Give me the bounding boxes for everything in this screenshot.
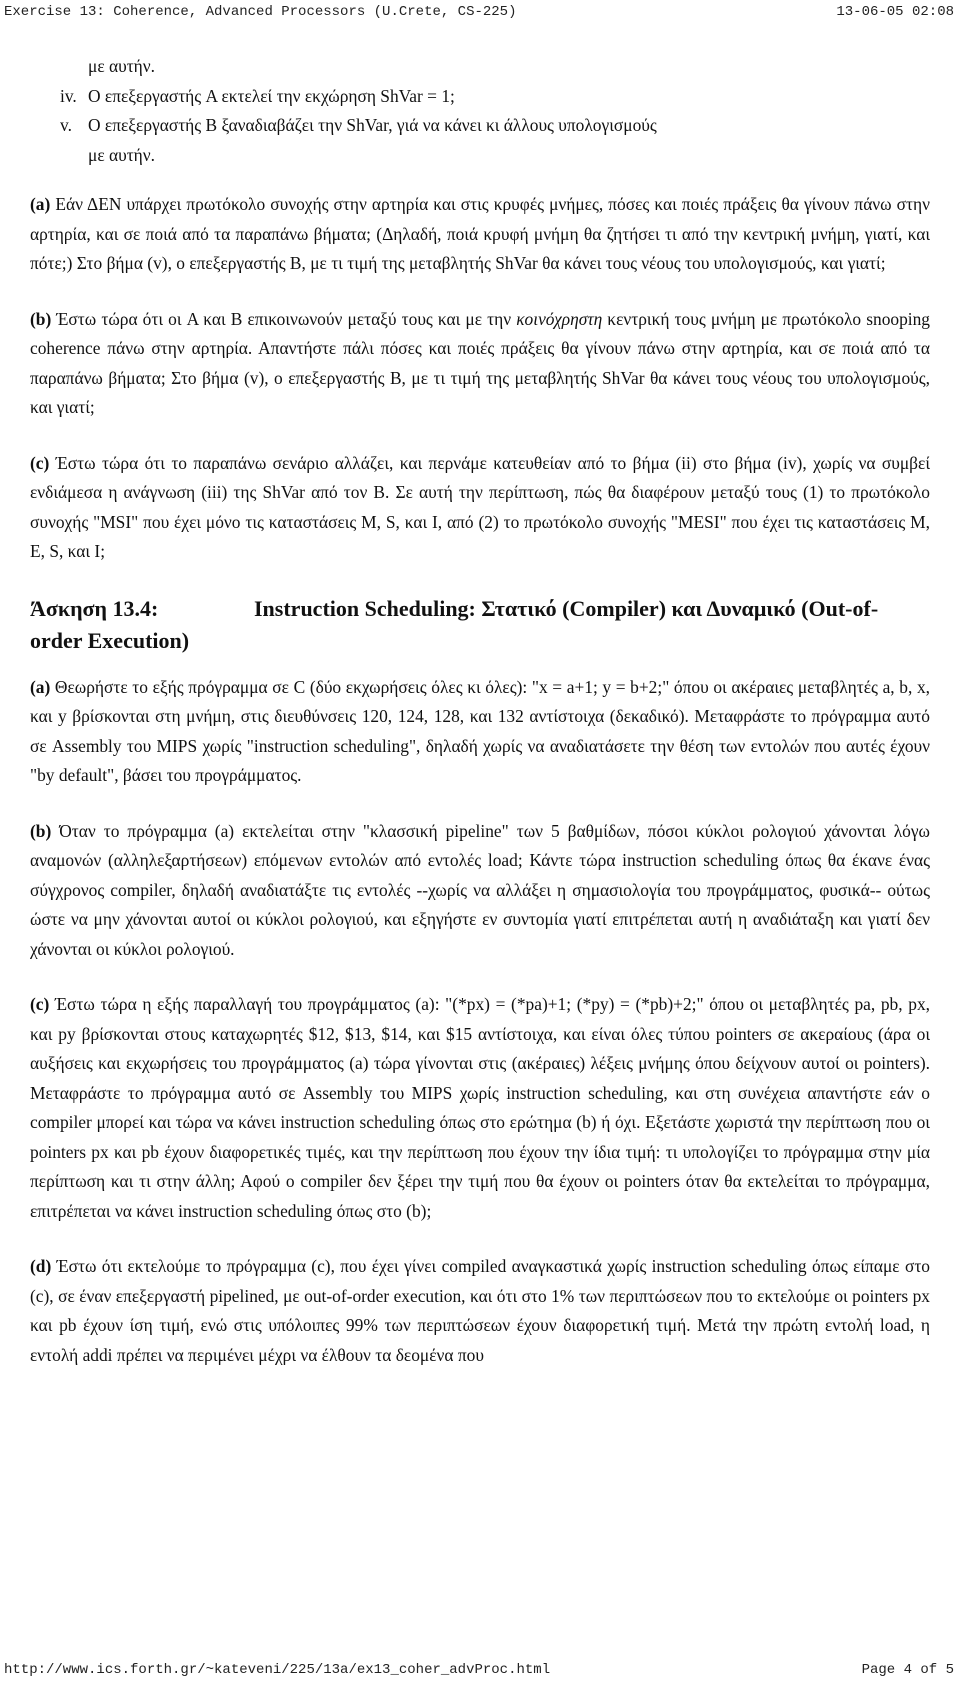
exercise-label: Άσκηση 13.4: bbox=[30, 595, 159, 621]
page-number: Page 4 of 5 bbox=[861, 1662, 954, 1678]
question-b bbox=[30, 305, 930, 423]
part-c bbox=[30, 990, 930, 1226]
list-number: v. bbox=[60, 115, 72, 135]
question-a bbox=[30, 190, 930, 279]
question-label: (b) bbox=[30, 308, 52, 329]
page-footer bbox=[0, 1660, 960, 1684]
intro-steps bbox=[30, 52, 930, 170]
part-label: (a) bbox=[30, 676, 51, 697]
question-c bbox=[30, 449, 930, 567]
list-continuation: με αυτήν. bbox=[88, 144, 155, 165]
exercise-heading bbox=[30, 593, 930, 657]
document-body bbox=[30, 52, 930, 1396]
list-continuation: με αυτήν. bbox=[88, 56, 155, 76]
part-text: Έστω τώρα η εξής παραλλαγή του προγράμματος (a): "(*px) = (*pa)+1; (*py) = (*pb)+2;" όπου οι μεταβλητές pa, pb, px, και py βρίσκονται στους καταχωρητές $12, $13, $14, και $15 αντίστοιχα, και είναι όλες τύπου pointers σε ακεραίους (άρα οι αυξήσεις και εκχωρήσεις του προγράμματος (a) τώρα γίνονται στις (ακέραιες) λέξεις μνήμης όπου δείχνουν αυτοί οι pointers). Μεταφράστε το πρόγραμμα αυτό σε Assembly του MIPS χωρίς instruction scheduling, και στη συνέχεια απαντήστε εάν ο compiler μπορεί και τώρα να κάνει instruction scheduling όπως στο ερώτημα (b) ή όχι. Εξετάστε χωριστά την περίπτωση που οι pointers px και pb έχουν διαφορετικές τιμές, και την περίπτωση που έχουν την ίδια τιμή: τι υπολογίζει το πρόγραμμα στην μία περίπτωση και τι στην άλλη; Αφού ο compiler δεν ξέρει την τιμή που θα έχουν οι pointers όταν θα εκτελείται το πρόγραμμα, επιτρέπεται να κάνει instruction scheduling όπως στο (b); bbox=[30, 994, 930, 1221]
part-label: (c) bbox=[30, 994, 50, 1014]
part-label: (d) bbox=[30, 1256, 52, 1276]
list-text: Ο επεξεργαστής A εκτελεί την εκχώρηση ShVar = 1; bbox=[88, 85, 455, 106]
question-label: (c) bbox=[30, 452, 50, 473]
list-item-iv bbox=[30, 82, 930, 112]
part-text: Έστω ότι εκτελούμε το πρόγραμμα (c), που έχει γίνει compiled αναγκαστικά χωρίς instruction scheduling όπως είπαμε στο (c), σε έναν επεξεργαστή pipelined, με out-of-order execution, και ότι στο 1% των περιπτώσεων που το εκτελούμε οι pointers px και pb έχουν ίση τιμή, ενώ στις υπόλοιπες 99% των περιπτώσεων έχουν διαφορετική τιμή. Μετά την πρώτη εντολή load, η εντολή addi πρέπει να περιμένει μέχρι να έλθουν τα δεομένα που bbox=[30, 1256, 930, 1365]
part-d bbox=[30, 1252, 930, 1370]
emphasis-text: κοινόχρηστη bbox=[516, 308, 603, 329]
question-text: κεντρική τους μνήμη με πρωτόκολο snooping coherence πάνω στην αρτηρία. Απαντήστε πάλι πόσες και ποιές πράξεις θα γίνουν πάνω στην αρτηρία, και σε ποιά από τα παραπάνω βήματα; Στο βήμα (v), ο επεξεργαστής B, με τι τιμή της μεταβλητής ShVar θα κάνει τους νέους του υπολογισμούς, και γιατί; bbox=[30, 308, 931, 417]
part-b bbox=[30, 817, 930, 965]
document-title: Exercise 13: Coherence, Advanced Processors (U.Crete, CS-225) bbox=[4, 4, 517, 20]
question-text: Εάν ΔΕΝ υπάρχει πρωτόκολο συνοχής στην αρτηρία και στις κρυφές μνήμες, πόσες και ποιές πράξεις θα γίνουν πάνω στην αρτηρία, και σε ποιά από τα παραπάνω βήματα; (Δηλαδή, ποιά κρυφή μνήμη θα ζητήσει τι από την κεντρική μνήμη, γιατί, και πότε;) Στο βήμα (v), ο επεξεργαστής B, με τι τιμή της μεταβλητής ShVar θα κάνει τους νέους του υπολογισμούς, και γιατί; bbox=[30, 194, 930, 273]
list-text: Ο επεξεργαστής B ξαναδιαβάζει την ShVar, γιά να κάνει κι άλλους υπολογισμούς bbox=[88, 115, 657, 135]
list-number: iv. bbox=[60, 85, 77, 106]
page-url: http://www.ics.forth.gr/~kateveni/225/13a/ex13_coher_advProc.html bbox=[4, 1662, 551, 1678]
page-header bbox=[0, 2, 960, 26]
part-text: Θεωρήστε το εξής πρόγραμμα σε C (δύο εκχωρήσεις όλες κι όλες): "x = a+1; y = b+2;" όπου οι ακέραιες μεταβλητές a, b, x, και y βρίσκονται στη μνήμη, στις διευθύνσεις 120, 124, 128, και 132 αντίστοιχα (δεκαδικό). Μεταφράστε το πρόγραμμα αυτό σε Assembly του MIPS χωρίς "instruction scheduling", δηλαδή χωρίς να αναδιατάσετε την θέση των εντολών που αυτές έχουν "by default", βάσει του προγράμματος. bbox=[30, 676, 930, 785]
part-text: Όταν το πρόγραμμα (a) εκτελείται στην "κλασσική pipeline" των 5 βαθμίδων, πόσοι κύκλοι ρολογιού χάνονται λόγω αναμονών (αλληλεξαρτήσεων) επόμενων εντολών από εντολές load; Κάντε τώρα instruction scheduling όπως θα έκανε ένας σύγχρονος compiler, δηλαδή αναδιατάξτε τις εντολές --χωρίς να αλλάξει η σημασιολογία του προγράμματος, φυσικά-- ούτως ώστε να μην χάνονται αυτοί οι κύκλοι ρολογιού, και εξηγήστε εν συντομία γιατί επιτρέπεται αυτή η αναδιάταξη και γιατί δεν χάνονται οι κύκλοι ρολογιού. bbox=[30, 820, 930, 959]
question-label: (a) bbox=[30, 194, 51, 214]
question-text: Έστω τώρα ότι οι A και B επικοινωνούν μεταξύ τους και με την bbox=[51, 308, 517, 329]
exercise-title: Instruction Scheduling: Στατικό (Compiler) και Δυναμικό (Out-of-order Execution) bbox=[30, 595, 879, 653]
part-label: (b) bbox=[30, 820, 52, 841]
part-a bbox=[30, 673, 930, 791]
list-item-v bbox=[30, 111, 930, 141]
print-timestamp: 13-06-05 02:08 bbox=[836, 4, 954, 20]
question-text: Έστω τώρα ότι το παραπάνω σενάριο αλλάζει, και περνάμε κατευθείαν από το βήμα (ii) στο βήμα (iv), χωρίς να συμβεί ενδιάμεσα η ανάγνωση (iii) της ShVar από τον B. Σε αυτή την περίπτωση, πώς θα διαφέρουν μεταξύ τους (1) το πρωτόκολο συνοχής "MSI" που έχει μόνο τις καταστάσεις M, S, και I, από (2) το πρωτόκολο συνοχής "MESI" που έχει τις καταστάσεις M, E, S, και I; bbox=[30, 452, 930, 561]
